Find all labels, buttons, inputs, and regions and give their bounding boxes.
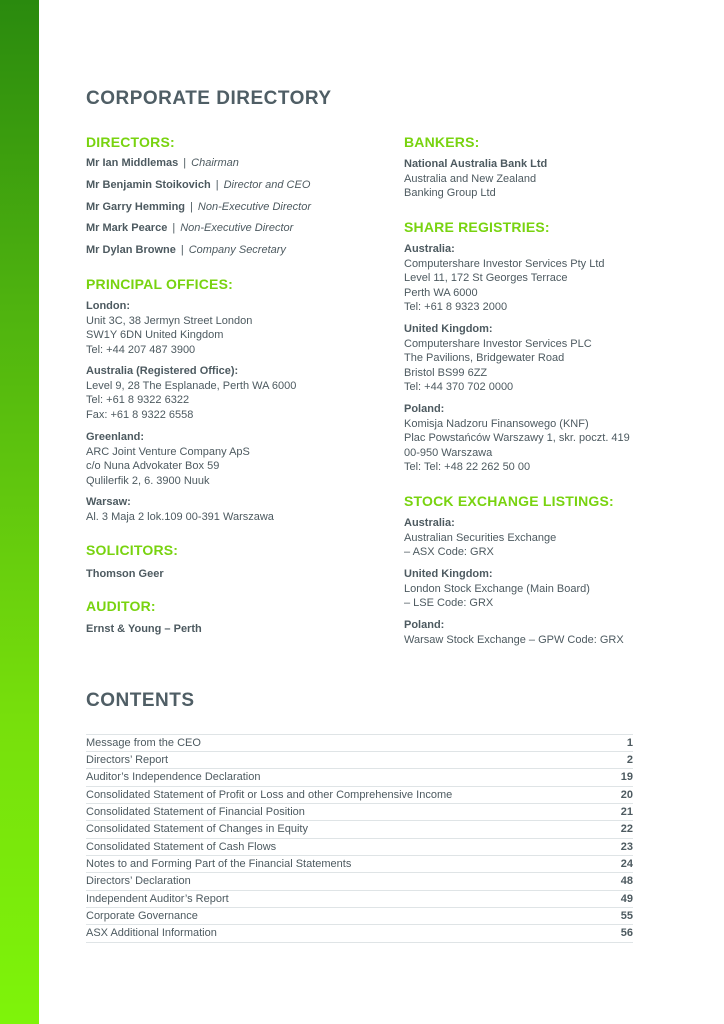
address-line: ARC Joint Venture Company ApS (86, 445, 250, 458)
principal-offices-heading: PRINCIPAL OFFICES: (86, 276, 233, 292)
solicitors-value: Thomson Geer (86, 568, 164, 580)
auditor-value: Ernst & Young – Perth (86, 623, 202, 635)
toc-entry[interactable] (86, 839, 633, 855)
toc-entry[interactable] (86, 925, 633, 941)
page-title: CORPORATE DIRECTORY (86, 88, 332, 109)
toc-entry[interactable] (86, 821, 633, 837)
share-registries-heading: SHARE REGISTRIES: (404, 219, 550, 235)
toc-page: 19 (620, 771, 633, 783)
registry-line: Computershare Investor Services Pty Ltd (404, 257, 605, 270)
registry-line: Tel: +44 370 702 0000 (404, 381, 514, 394)
registry-poland (404, 402, 630, 475)
decorative-side-bar (0, 0, 39, 1024)
registry-line: Plac Powstańców Warszawy 1, skr. poczt. 419 (404, 432, 630, 445)
bank-line: Australia and New Zealand (404, 172, 537, 185)
toc-page: 2 (626, 754, 633, 766)
director-name: Mr Ian Middlemas (86, 157, 179, 169)
toc-title: Auditor’s Independence Declaration (86, 771, 261, 783)
toc-title: Consolidated Statement of Cash Flows (86, 841, 277, 853)
registry-line: Bristol BS99 6ZZ (404, 366, 488, 379)
toc-page: 55 (620, 910, 633, 922)
listing-label: United Kingdom: (404, 568, 493, 580)
listing-label: Australia: (404, 517, 455, 529)
toc-page: 23 (620, 841, 633, 853)
bankers-heading: BANKERS: (404, 134, 480, 150)
toc-title: Consolidated Statement of Financial Position (86, 806, 305, 818)
listing-line: – ASX Code: GRX (404, 546, 494, 559)
director-role: Director and CEO (223, 179, 311, 191)
director-role: Non-Executive Director (180, 222, 294, 234)
director-row (86, 179, 310, 191)
toc-entry[interactable] (86, 873, 633, 889)
phone-line: Tel: +61 8 9322 6322 (86, 394, 190, 407)
toc-page: 20 (620, 789, 633, 801)
toc-title: Independent Auditor’s Report (86, 893, 229, 905)
office-label: London: (86, 300, 130, 312)
bank-line: Banking Group Ltd (404, 187, 496, 200)
toc-entry[interactable] (86, 735, 633, 751)
registry-line: 00-950 Warszawa (404, 446, 493, 459)
registry-line: Komisja Nadzoru Finansowego (KNF) (404, 417, 589, 430)
listing-line: London Stock Exchange (Main Board) (404, 582, 590, 595)
office-london (86, 299, 252, 357)
office-warsaw (86, 495, 274, 524)
listing-line: – LSE Code: GRX (404, 597, 494, 610)
address-line: Unit 3C, 38 Jermyn Street London (86, 314, 253, 327)
address-line: c/o Nuna Advokater Box 59 (86, 460, 220, 473)
separator: | (183, 157, 187, 169)
registry-label: Australia: (404, 243, 455, 255)
toc-page: 22 (620, 823, 633, 835)
director-role: Company Secretary (188, 244, 286, 256)
directors-heading: DIRECTORS: (86, 134, 175, 150)
director-row (86, 201, 311, 213)
toc-page: 21 (620, 806, 633, 818)
listing-poland (404, 618, 624, 647)
toc-title: Consolidated Statement of Profit or Loss and other Comprehensive Income (86, 789, 453, 801)
toc-title: Consolidated Statement of Changes in Equity (86, 823, 308, 835)
registry-line: Tel: Tel: +48 22 262 50 00 (404, 461, 531, 474)
director-name: Mr Mark Pearce (86, 222, 168, 234)
registry-line: Computershare Investor Services PLC (404, 337, 592, 350)
director-name: Mr Dylan Browne (86, 244, 176, 256)
toc-title: Message from the CEO (86, 737, 201, 749)
registry-uk (404, 322, 592, 395)
phone-line: Tel: +44 207 487 3900 (86, 343, 196, 356)
toc-entry[interactable] (86, 908, 633, 924)
director-row (86, 222, 293, 234)
separator: | (180, 244, 184, 256)
toc-title: Directors’ Declaration (86, 875, 191, 887)
listing-line: Warsaw Stock Exchange – GPW Code: GRX (404, 633, 624, 646)
separator: | (172, 222, 176, 234)
toc-page: 56 (620, 927, 633, 939)
toc-entry[interactable] (86, 891, 633, 907)
director-role: Non-Executive Director (197, 201, 311, 213)
office-label: Greenland: (86, 431, 145, 443)
listing-australia (404, 516, 556, 560)
address-line: Qulilerfik 2, 6. 3900 Nuuk (86, 474, 210, 487)
toc-title: Directors’ Report (86, 754, 169, 766)
listing-label: Poland: (404, 619, 445, 631)
director-role: Chairman (191, 157, 239, 169)
toc-title: ASX Additional Information (86, 927, 217, 939)
office-label: Warsaw: (86, 496, 131, 508)
fax-line: Fax: +61 8 9322 6558 (86, 408, 194, 421)
office-label: Australia (Registered Office): (86, 365, 239, 377)
toc-page: 48 (620, 875, 633, 887)
toc-entry[interactable] (86, 752, 633, 768)
toc-page: 49 (620, 893, 633, 905)
toc-entry[interactable] (86, 787, 633, 803)
registry-australia (404, 242, 605, 315)
solicitors-heading: SOLICITORS: (86, 542, 179, 558)
office-greenland (86, 430, 250, 488)
director-row (86, 157, 239, 169)
toc-divider (86, 942, 633, 943)
registry-line: Level 11, 172 St Georges Terrace (404, 272, 568, 285)
registry-label: United Kingdom: (404, 323, 493, 335)
director-name: Mr Garry Hemming (86, 201, 186, 213)
registry-line: The Pavilions, Bridgewater Road (404, 352, 565, 365)
listing-line: Australian Securities Exchange (404, 531, 557, 544)
bankers-block (404, 157, 547, 201)
auditor-heading: AUDITOR: (86, 598, 156, 614)
toc-entry[interactable] (86, 769, 633, 785)
toc-title: Corporate Governance (86, 910, 198, 922)
bank-name: National Australia Bank Ltd (404, 158, 548, 170)
director-row (86, 244, 286, 256)
stock-exchange-heading: STOCK EXCHANGE LISTINGS: (404, 493, 614, 509)
director-name: Mr Benjamin Stoikovich (86, 179, 211, 191)
registry-label: Poland: (404, 403, 445, 415)
registry-line: Perth WA 6000 (404, 286, 478, 299)
toc-entry[interactable] (86, 804, 633, 820)
toc-page: 1 (626, 737, 633, 749)
registry-line: Tel: +61 8 9323 2000 (404, 301, 508, 314)
address-line: Al. 3 Maja 2 lok.109 00-391 Warszawa (86, 510, 274, 523)
address-line: Level 9, 28 The Esplanade, Perth WA 6000 (86, 379, 297, 392)
toc-entry[interactable] (86, 856, 633, 872)
toc-page: 24 (620, 858, 633, 870)
listing-uk (404, 567, 590, 611)
separator: | (190, 201, 193, 213)
separator: | (215, 179, 219, 191)
office-australia (86, 364, 296, 422)
toc-title: Notes to and Forming Part of the Financial Statements (86, 858, 352, 870)
address-line: SW1Y 6DN United Kingdom (86, 329, 224, 342)
contents-title: CONTENTS (86, 690, 195, 711)
